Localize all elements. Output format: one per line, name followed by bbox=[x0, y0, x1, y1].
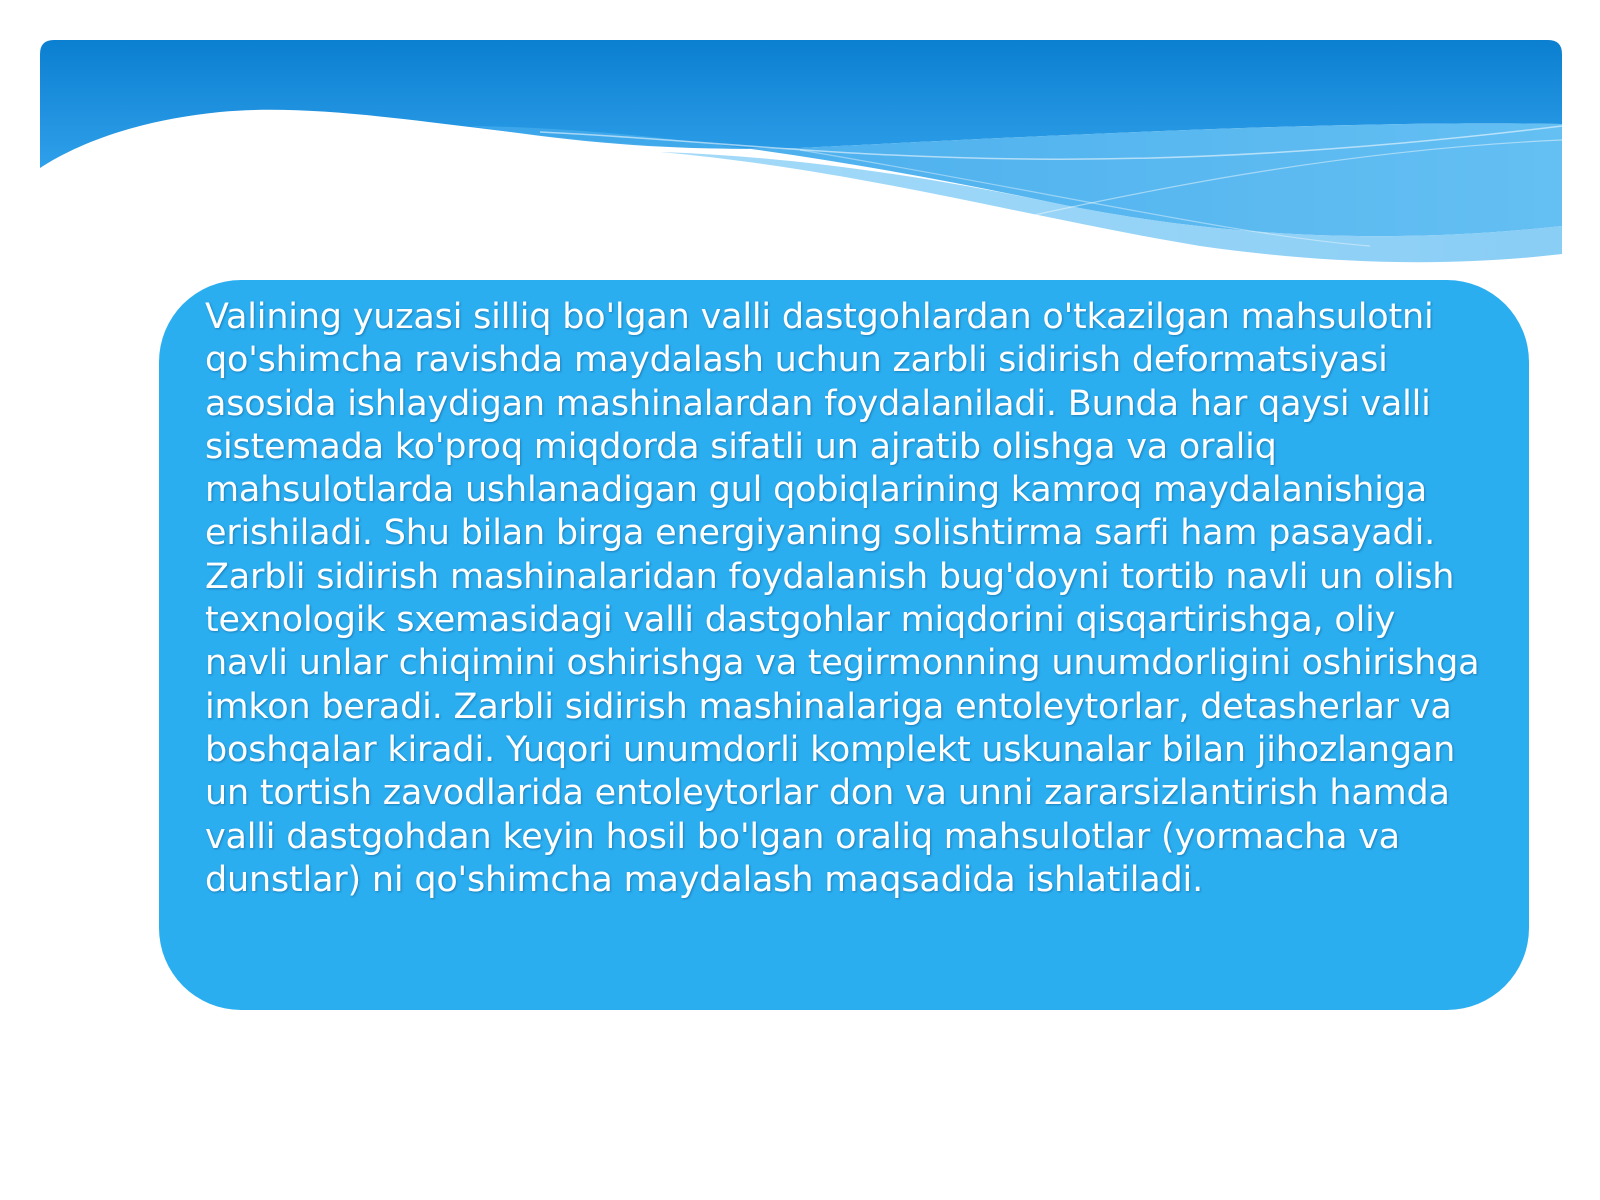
content-text-box bbox=[159, 280, 1529, 1010]
header-wave-decoration bbox=[40, 40, 1562, 280]
body-paragraph: Valining yuzasi silliq bo'lgan valli dastgohlardan o'tkazilgan mahsulotni qo'shimcha ravishda maydalash uchun zarbli sidirish deformatsiyasi asosida ishlaydigan mashinalardan foydalaniladi. Bunda har qaysi valli sistemada ko'proq miqdorda sifatli un ajratib olishga va oraliq mahsulotlarda ushlanadigan gul qobiqlarining kamroq maydalanishiga erishiladi. Shu bilan birga energiyaning solishtirma sarfi ham pasayadi. Zarbli sidirish mashinalaridan foydalanish bug'doyni tortib navli un olish texnologik sxemasidagi valli dastgohlar miqdorini qisqartirishga, oliy navli unlar chiqimini oshirishga va tegirmonning unumdorligini oshirishga imkon beradi. Zarbli sidirish mashinalariga entoleytorlar, detasherlar va boshqalar kiradi. Yuqori unumdorli komplekt uskunalar bilan jihozlangan un tortish zavodlarida entoleytorlar don va unni zararsizlantirish hamda valli dastgohdan keyin hosil bo'lgan oraliq mahsulotlar (yormacha va dunstlar) ni qo'shimcha maydalash maqsadida ishlatiladi. bbox=[205, 297, 1480, 900]
